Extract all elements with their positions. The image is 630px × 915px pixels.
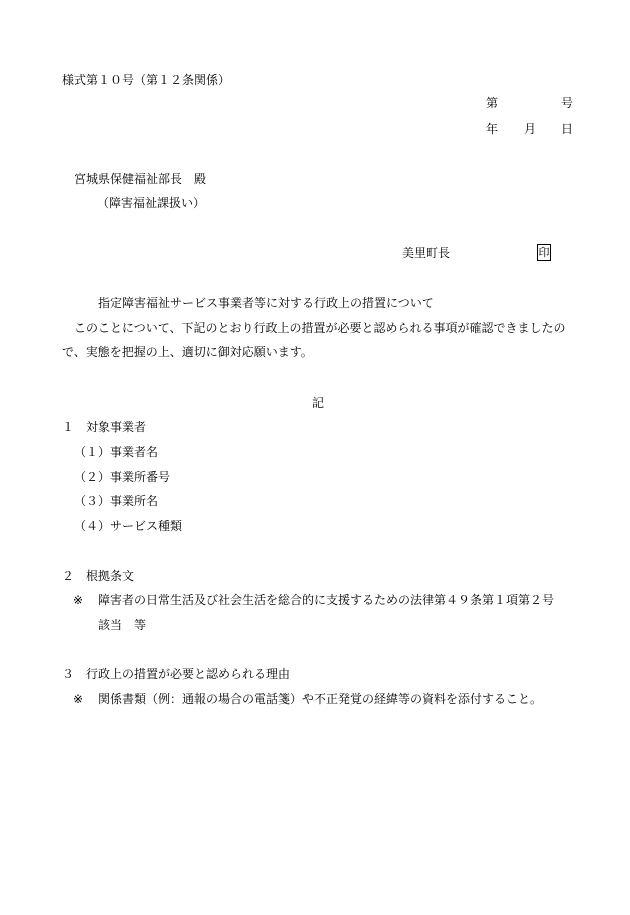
- addressee-name: 宮城県保健福祉部長 殿: [74, 172, 207, 186]
- form-number: 様式第１０号（第１２条関係）: [62, 73, 231, 87]
- section-1-item-3: （３）事業所名: [74, 494, 159, 508]
- addressee-section: （障害福祉課扱い）: [97, 196, 206, 210]
- section-2-note-line-2: 該当 等: [98, 618, 147, 632]
- section-2-heading: ２ 根拠条文: [62, 569, 135, 583]
- body-line-1: このことについて、下記のとおり行政上の措置が必要と認められる事項が確認できましたの: [74, 321, 566, 335]
- section-3-note-mark: ※: [73, 692, 84, 706]
- subject-line: 指定障害福祉サービス事業者等に対する行政上の措置について: [98, 296, 434, 310]
- body-line-2: で、実態を把握の上、適切に御対応願います。: [62, 345, 313, 359]
- section-1-item-2: （２）事業所番号: [74, 470, 171, 484]
- section-2-note-line-1: 障害者の日常生活及び社会生活を総合的に支援するための法律第４９条第１項第２号: [98, 593, 555, 607]
- ki-heading: 記: [312, 396, 325, 410]
- seal-stamp: 印: [538, 246, 550, 259]
- date-year: 年: [486, 122, 499, 136]
- section-3-note-line-1: 関係書類（例：通報の場合の電話箋）や不正発覚の経緯等の資料を添付すること。: [98, 692, 543, 706]
- date-month: 月: [524, 122, 537, 136]
- section-1-item-1: （１）事業者名: [74, 445, 159, 459]
- doc-number-prefix: 第: [486, 96, 499, 110]
- sender-name: 美里町長: [402, 246, 451, 260]
- date-day: 日: [561, 122, 574, 136]
- section-1-heading: １ 対象事業者: [62, 420, 147, 434]
- doc-number-suffix: 号: [561, 96, 574, 110]
- section-3-heading: ３ 行政上の措置が必要と認められる理由: [62, 667, 291, 681]
- section-1-item-4: （４）サービス種類: [74, 519, 183, 533]
- section-2-note-mark: ※: [73, 593, 84, 607]
